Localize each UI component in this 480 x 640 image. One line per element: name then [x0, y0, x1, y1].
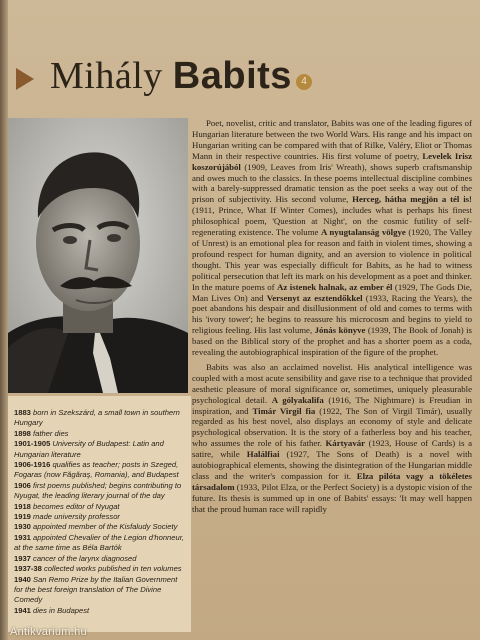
text-run: (1920, The Valley of Unrest) is an emotional plea for reason and faith in violent times, showing a profound respect for human dignity, and an aversion to violence in political thought. This year was especially difficult for Babits, as he had to witness political persecution that left its mark on his development as a poet and thinker. In the mature poems of [192, 227, 472, 292]
timeline-year: 1901-1905 [14, 439, 53, 449]
timeline-year: 1937-38 [14, 564, 44, 574]
timeline-entry [14, 575, 187, 606]
timeline-year: 1919 [14, 512, 34, 522]
paragraph-novels [192, 362, 472, 515]
text-run: (1933, Pilot Elza, or the Perfect Society) is a dystopic vision of the future. Its thesis is summed up in one of Babits' essays: 'It may well happen that the proud human race will rapidly [192, 481, 472, 514]
portrait-photo [8, 118, 188, 393]
timeline-text: appointed member of the Kisfaludy Society [33, 522, 178, 532]
work-title: Herceg, hátha megjön a tél is! [352, 194, 472, 205]
text-run: (1933, Racing the Years), the poet abandons his despair and disillusionment of old and comes to terms with his 'ivory tower'; he begins to reassure his microcosm and begins to yield to religious feeling. His last volume, [192, 292, 472, 336]
timeline-entry [14, 533, 187, 554]
timeline-entry [14, 554, 187, 564]
timeline-text: becomes editor of Nyugat [33, 501, 120, 511]
timeline-text: father dies [33, 428, 69, 438]
text-run: (1939, The Book of Jonah) is based on the Biblical story of the prophet and has a shorter poem as a coda, revealing the autobiographical inspiration of the figure of the prophet. [192, 325, 472, 358]
author-portrait [8, 118, 188, 393]
timeline-text: dies in Budapest [33, 605, 90, 615]
watermark-text: Antikvarium.hu [10, 626, 87, 638]
timeline-entry [14, 522, 187, 532]
title-first-name: Mihály [50, 55, 163, 97]
timeline-text: appointed Chevalier of the Legion d'honneur, at the same time as Béla Bartók [14, 532, 184, 553]
timeline-year: 1898 [14, 428, 34, 438]
text-run: (1922, The Son of Virgil Timár), usually regarded as his best novel, also displays an economy of style and delicate psychological observation. It is the story of a fatherless boy and his teacher, who assumes the role of his father. [192, 405, 472, 449]
timeline-year: 1883 [14, 408, 34, 417]
work-title: Halálfiai [246, 449, 280, 460]
timeline-entry [14, 606, 187, 616]
timeline-year: 1940 [14, 574, 34, 584]
triangle-arrow-icon [16, 68, 34, 90]
timeline-entry [14, 564, 187, 574]
timeline-text: first poems published; begins contributing to Nyugat, the leading literary journal of the day [14, 480, 182, 501]
work-title: Kártyavár [325, 438, 366, 449]
timeline-text: San Remo Prize by the Italian Government for the best foreign translation of The Divine Comedy [14, 574, 178, 605]
title-last-name: Babits [172, 55, 292, 97]
work-title: Elza pilóta vagy a tökéletes társadalom [192, 471, 472, 492]
timeline-entry [14, 460, 187, 481]
work-title: Versenyt az esztendőkkel [266, 292, 363, 303]
text-run: (1923, House of Cards) is a satire, while [192, 438, 472, 460]
timeline-entry [14, 512, 187, 522]
timeline-year: 1906-1916 [14, 460, 53, 470]
timeline-year: 1941 [14, 605, 34, 615]
timeline-text: collected works published in ten volumes [43, 564, 182, 574]
timeline-year: 1918 [14, 501, 34, 511]
timeline-text: born in Szekszárd, a small town in southern Hungary [14, 408, 180, 428]
biography-text [192, 118, 472, 515]
work-title: A gólyakalifa [271, 394, 324, 405]
work-title: Jónás könyve [314, 325, 366, 336]
text-run: (1927, The Sons of Death) is a novel with autobiographical elements, showing the disintegration of the Hungarian middle class and the writer's compassion for it. [192, 449, 472, 481]
text-run: (1916, The Nightmare) is Freudian in inspiration, and [192, 394, 472, 416]
timeline-year: 1930 [14, 522, 34, 532]
page-title [50, 54, 292, 98]
text-run: (1911, Prince, What If Winter Comes), includes what is perhaps his finest philosophical poem, 'Question at Night', on the cosmic futility of self-regenerating existence. The volume [192, 205, 472, 238]
timeline-year: 1931 [14, 532, 34, 542]
timeline-text: made university professor [33, 512, 120, 522]
timeline-entry [14, 502, 187, 512]
paragraph-poetry [192, 118, 472, 358]
work-title: Timár Virgil fia [252, 405, 316, 416]
text-run: (1909, Leaves from Iris' Wreath), shows superb craftsmanship and owes much to the classics. In these poems intellectual discipline combines with a barely-suppressed dramatic tension as the poet seeks a way out of the prison of subjectivity. His second volume, [192, 161, 472, 205]
page-badge: 4 [296, 74, 312, 90]
chronology-panel [8, 396, 191, 632]
text-run: Poet, novelist, critic and translator, Babits was one of the leading figures of Hungarian literature between the two World Wars. His range and his impact on Hungarian writing can be compared with that of Rilke, Valéry, Eliot or Thomas Mann in their respective countries. His first volume of poetry, [192, 118, 472, 161]
work-title: Az istenek halnak, az ember él [277, 281, 393, 292]
work-title: Levelek Irisz koszorújából [192, 150, 472, 172]
timeline-entry [14, 439, 187, 460]
timeline-text: University of Budapest: Latin and Hungarian literature [14, 439, 164, 459]
text-run: Babits was also an acclaimed novelist. His analytical intelligence was coupled with a most acute sensibility and gave rise to a technique that provided aesthetic pleasure of moral significance or, sometimes, uniquely pleasurable psychological detail. [192, 361, 472, 405]
timeline-year: 1937 [14, 553, 34, 563]
text-run: (1929, The Gods Die, Man Lives On) and [192, 281, 472, 303]
timeline-entry [14, 481, 187, 502]
timeline-year: 1906 [14, 480, 34, 490]
timeline-text: qualifies as teacher; posts in Szeged, Fogaras (now Făgăraş, Romania), and Budapest [14, 460, 179, 480]
work-title: A nyugtalanság völgye [321, 227, 406, 238]
title-row [8, 48, 470, 106]
timeline-entry [14, 408, 187, 429]
page-edge [0, 0, 8, 640]
timeline-entry [14, 429, 187, 439]
timeline-text: cancer of the larynx diagnosed [33, 553, 137, 563]
